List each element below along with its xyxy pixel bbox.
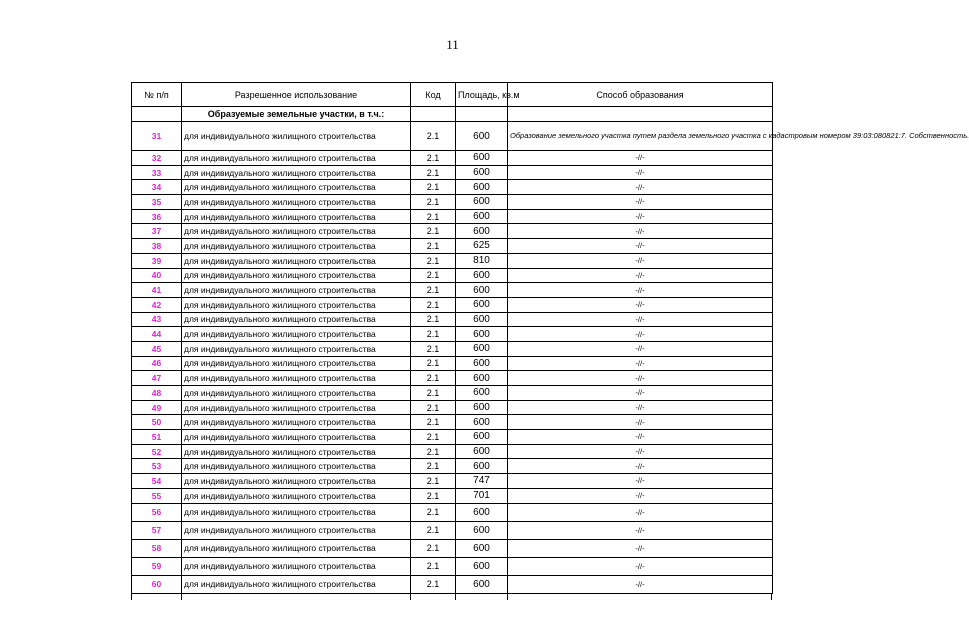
area-cell: 600: [456, 283, 508, 298]
code-cell: 2.1: [411, 209, 456, 224]
code-cell: 2.1: [411, 297, 456, 312]
area-cell: 600: [456, 444, 508, 459]
permitted-use-cell: для индивидуального жилищного строительства: [182, 195, 411, 210]
table-row: [132, 268, 773, 283]
table-row: [132, 283, 773, 298]
table-row: [132, 488, 773, 503]
table-row: [132, 539, 773, 557]
row-number-cell: 41: [132, 283, 182, 298]
row-number-cell: 52: [132, 444, 182, 459]
table-row: [132, 165, 773, 180]
table-row: [132, 521, 773, 539]
header-use: Разрешенное использование: [182, 83, 411, 107]
area-cell: 600: [456, 165, 508, 180]
permitted-use-cell: для индивидуального жилищного строительства: [182, 297, 411, 312]
row-number-cell: 33: [132, 165, 182, 180]
table-row: [132, 400, 773, 415]
code-cell: 2.1: [411, 557, 456, 575]
table-body: [132, 107, 969, 594]
formation-method-cell: -//-: [508, 268, 773, 283]
formation-method-cell: -//-: [508, 180, 773, 195]
code-cell: 2.1: [411, 459, 456, 474]
row-number-cell: 60: [132, 575, 182, 593]
table-row: [132, 151, 773, 166]
code-cell: 2.1: [411, 151, 456, 166]
formation-method-cell: -//-: [508, 195, 773, 210]
code-cell: 2.1: [411, 122, 456, 151]
permitted-use-cell: для индивидуального жилищного строительства: [182, 327, 411, 342]
formation-method-cell: Образование земельного участка путем раздела земельного участка с кадастровым номером 39:03:080821:7. Собственность.: [508, 122, 773, 151]
permitted-use-cell: для индивидуального жилищного строительства: [182, 371, 411, 386]
page-number: 11: [446, 37, 459, 52]
formation-method-cell: -//-: [508, 297, 773, 312]
code-cell: 2.1: [411, 539, 456, 557]
table-row: [132, 297, 773, 312]
permitted-use-cell: для индивидуального жилищного строительства: [182, 557, 411, 575]
table-row: [132, 195, 773, 210]
land-plots-table: [131, 82, 969, 594]
row-number-cell: 36: [132, 209, 182, 224]
area-cell: 747: [456, 474, 508, 489]
table-row: [132, 575, 773, 593]
row-number-cell: 53: [132, 459, 182, 474]
permitted-use-cell: для индивидуального жилищного строительства: [182, 539, 411, 557]
formation-method-cell: -//-: [508, 430, 773, 445]
permitted-use-cell: для индивидуального жилищного строительства: [182, 165, 411, 180]
row-number-cell: 31: [132, 122, 182, 151]
formation-method-cell: -//-: [508, 209, 773, 224]
formation-method-cell: -//-: [508, 356, 773, 371]
permitted-use-cell: для индивидуального жилищного строительства: [182, 444, 411, 459]
code-cell: 2.1: [411, 430, 456, 445]
row-number-cell: 45: [132, 341, 182, 356]
area-cell: 600: [456, 575, 508, 593]
code-cell: 2.1: [411, 253, 456, 268]
area-cell: 600: [456, 415, 508, 430]
formation-method-cell: -//-: [508, 386, 773, 401]
formation-method-cell: -//-: [508, 488, 773, 503]
code-cell: 2.1: [411, 180, 456, 195]
row-number-cell: 44: [132, 327, 182, 342]
permitted-use-cell: для индивидуального жилищного строительства: [182, 575, 411, 593]
formation-method-cell: -//-: [508, 400, 773, 415]
formation-method-cell: -//-: [508, 415, 773, 430]
area-cell: 600: [456, 268, 508, 283]
area-cell: 600: [456, 312, 508, 327]
permitted-use-cell: для индивидуального жилищного строительства: [182, 283, 411, 298]
row-number-cell: 57: [132, 521, 182, 539]
row-number-cell: 47: [132, 371, 182, 386]
area-cell: 600: [456, 371, 508, 386]
table-header-row: [132, 83, 773, 107]
code-cell: 2.1: [411, 488, 456, 503]
table-row: [132, 371, 773, 386]
code-cell: 2.1: [411, 268, 456, 283]
table-row: [132, 430, 773, 445]
formation-method-cell: -//-: [508, 151, 773, 166]
permitted-use-cell: для индивидуального жилищного строительства: [182, 521, 411, 539]
table-row: [132, 386, 773, 401]
permitted-use-cell: для индивидуального жилищного строительства: [182, 151, 411, 166]
formation-method-cell: -//-: [508, 283, 773, 298]
row-number-cell: 32: [132, 151, 182, 166]
formation-method-cell: -//-: [508, 539, 773, 557]
permitted-use-cell: для индивидуального жилищного строительства: [182, 209, 411, 224]
formation-method-cell: -//-: [508, 327, 773, 342]
area-cell: 600: [456, 180, 508, 195]
table-row: [132, 239, 773, 254]
formation-method-cell: -//-: [508, 224, 773, 239]
formation-method-cell: -//-: [508, 253, 773, 268]
section-empty-cell: [456, 107, 508, 122]
section-empty-cell: [132, 107, 182, 122]
formation-method-cell: -//-: [508, 341, 773, 356]
area-cell: 600: [456, 400, 508, 415]
area-cell: 600: [456, 459, 508, 474]
row-number-cell: 51: [132, 430, 182, 445]
code-cell: 2.1: [411, 341, 456, 356]
formation-method-cell: -//-: [508, 239, 773, 254]
row-number-cell: 43: [132, 312, 182, 327]
permitted-use-cell: для индивидуального жилищного строительства: [182, 224, 411, 239]
row-number-cell: 56: [132, 503, 182, 521]
table-row: [132, 459, 773, 474]
row-number-cell: 54: [132, 474, 182, 489]
section-title: Образуемые земельные участки, в т.ч.:: [182, 107, 411, 122]
code-cell: 2.1: [411, 224, 456, 239]
area-cell: 600: [456, 122, 508, 151]
code-cell: 2.1: [411, 575, 456, 593]
formation-method-cell: -//-: [508, 312, 773, 327]
permitted-use-cell: для индивидуального жилищного строительства: [182, 488, 411, 503]
code-cell: 2.1: [411, 356, 456, 371]
row-number-cell: 55: [132, 488, 182, 503]
section-empty-cell: [411, 107, 456, 122]
permitted-use-cell: для индивидуального жилищного строительства: [182, 503, 411, 521]
table-row: [132, 341, 773, 356]
row-number-cell: 50: [132, 415, 182, 430]
row-number-cell: 37: [132, 224, 182, 239]
formation-method-cell: -//-: [508, 474, 773, 489]
permitted-use-cell: для индивидуального жилищного строительства: [182, 386, 411, 401]
formation-method-cell: -//-: [508, 503, 773, 521]
code-cell: 2.1: [411, 415, 456, 430]
area-cell: 600: [456, 539, 508, 557]
area-cell: 600: [456, 224, 508, 239]
row-number-cell: 35: [132, 195, 182, 210]
formation-method-cell: -//-: [508, 521, 773, 539]
area-cell: 600: [456, 356, 508, 371]
formation-method-cell: -//-: [508, 459, 773, 474]
next-row-stub: [131, 594, 772, 600]
permitted-use-cell: для индивидуального жилищного строительства: [182, 312, 411, 327]
code-cell: 2.1: [411, 239, 456, 254]
section-empty-cell: [508, 107, 773, 122]
code-cell: 2.1: [411, 521, 456, 539]
formation-method-cell: -//-: [508, 371, 773, 386]
permitted-use-cell: для индивидуального жилищного строительства: [182, 239, 411, 254]
formation-method-cell: -//-: [508, 444, 773, 459]
permitted-use-cell: для индивидуального жилищного строительства: [182, 341, 411, 356]
row-number-cell: 46: [132, 356, 182, 371]
row-number-cell: 58: [132, 539, 182, 557]
permitted-use-cell: для индивидуального жилищного строительства: [182, 415, 411, 430]
table-row: [132, 180, 773, 195]
row-number-cell: 38: [132, 239, 182, 254]
table-row: [132, 224, 773, 239]
table-row: [132, 312, 773, 327]
table-row: [132, 474, 773, 489]
code-cell: 2.1: [411, 444, 456, 459]
permitted-use-cell: для индивидуального жилищного строительства: [182, 253, 411, 268]
permitted-use-cell: для индивидуального жилищного строительства: [182, 180, 411, 195]
formation-method-cell: -//-: [508, 575, 773, 593]
code-cell: 2.1: [411, 283, 456, 298]
code-cell: 2.1: [411, 312, 456, 327]
table-row: [132, 444, 773, 459]
code-cell: 2.1: [411, 474, 456, 489]
table-row: [132, 356, 773, 371]
code-cell: 2.1: [411, 503, 456, 521]
code-cell: 2.1: [411, 165, 456, 180]
area-cell: 600: [456, 327, 508, 342]
formation-method-cell: -//-: [508, 557, 773, 575]
table-row: [132, 209, 773, 224]
area-cell: 600: [456, 521, 508, 539]
area-cell: 600: [456, 341, 508, 356]
area-cell: 600: [456, 430, 508, 445]
permitted-use-cell: для индивидуального жилищного строительства: [182, 268, 411, 283]
permitted-use-cell: для индивидуального жилищного строительства: [182, 356, 411, 371]
formation-method-cell: -//-: [508, 165, 773, 180]
area-cell: 600: [456, 386, 508, 401]
area-cell: 625: [456, 239, 508, 254]
code-cell: 2.1: [411, 327, 456, 342]
row-number-cell: 49: [132, 400, 182, 415]
permitted-use-cell: для индивидуального жилищного строительства: [182, 430, 411, 445]
code-cell: 2.1: [411, 371, 456, 386]
area-cell: 600: [456, 209, 508, 224]
row-number-cell: 59: [132, 557, 182, 575]
row-number-cell: 40: [132, 268, 182, 283]
table-row: [132, 415, 773, 430]
header-num: № п/п: [132, 83, 182, 107]
code-cell: 2.1: [411, 386, 456, 401]
permitted-use-cell: для индивидуального жилищного строительства: [182, 459, 411, 474]
area-cell: 701: [456, 488, 508, 503]
table-row: [132, 503, 773, 521]
table-row: [132, 327, 773, 342]
code-cell: 2.1: [411, 195, 456, 210]
permitted-use-cell: для индивидуального жилищного строительства: [182, 474, 411, 489]
area-cell: 600: [456, 503, 508, 521]
permitted-use-cell: для индивидуального жилищного строительства: [182, 122, 411, 151]
row-number-cell: 48: [132, 386, 182, 401]
row-number-cell: 34: [132, 180, 182, 195]
table-row: [132, 557, 773, 575]
table-row: [132, 253, 773, 268]
table-row: [132, 122, 773, 151]
row-number-cell: 42: [132, 297, 182, 312]
permitted-use-cell: для индивидуального жилищного строительства: [182, 400, 411, 415]
header-method: Способ образования: [508, 83, 773, 107]
header-area: Площадь, кв.м: [456, 83, 508, 107]
area-cell: 600: [456, 297, 508, 312]
header-code: Код: [411, 83, 456, 107]
area-cell: 600: [456, 151, 508, 166]
code-cell: 2.1: [411, 400, 456, 415]
row-number-cell: 39: [132, 253, 182, 268]
area-cell: 600: [456, 195, 508, 210]
area-cell: 600: [456, 557, 508, 575]
area-cell: 810: [456, 253, 508, 268]
section-row: [132, 107, 773, 122]
